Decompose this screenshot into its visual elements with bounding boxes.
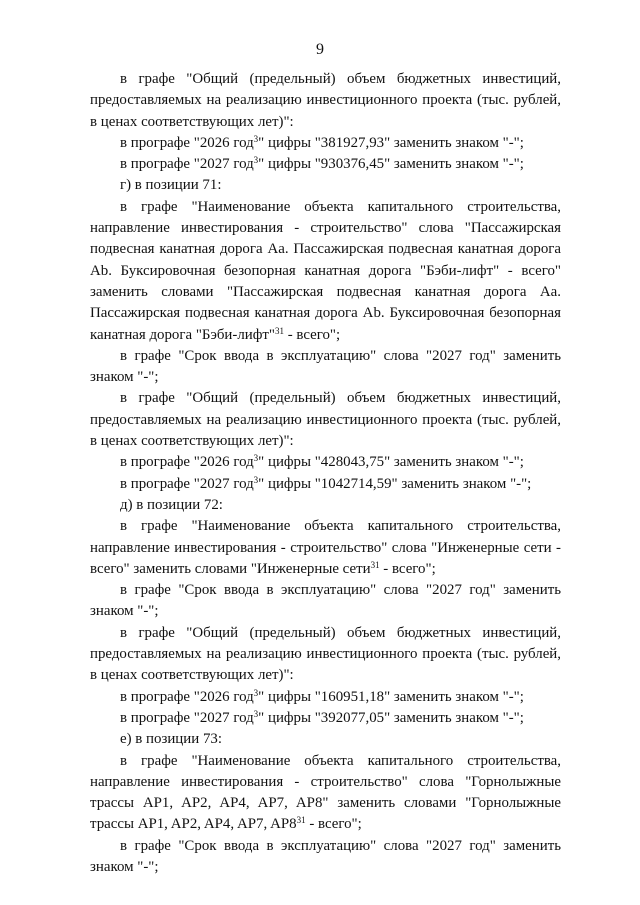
paragraph xyxy=(90,580,561,623)
footnote-marker: 3 xyxy=(253,474,259,485)
footnote-marker: 3 xyxy=(253,687,259,698)
paragraph-text: в графе "Наименование объекта капитального строительства, направление инвестирования - строительство" слова "Инженерные сети - всего" заменить словами "Инженерные сети xyxy=(90,518,561,577)
paragraph xyxy=(90,197,561,346)
paragraph xyxy=(90,751,561,836)
paragraph xyxy=(90,452,561,473)
paragraph-text: " цифры "428043,75" заменить знаком "-"; xyxy=(258,454,524,471)
paragraph xyxy=(90,836,561,879)
paragraph-text: в графе "Наименование объекта капитального строительства, направление инвестирования - строительство" слова "Горнолыжные трассы AP1, AP2, AP4, AP7, AP8" заменить словами "Горнолыжные трассы AP1, AP2, AP4, AP7, AP8 xyxy=(90,752,561,833)
page-number: 9 xyxy=(316,41,324,58)
paragraph-text: в прографе "2026 год xyxy=(120,134,254,151)
document-body xyxy=(90,69,561,878)
paragraph-text: г) в позиции 71: xyxy=(120,177,222,194)
paragraph xyxy=(90,708,561,729)
paragraph-text: в прографе "2026 год xyxy=(120,688,254,705)
footnote-marker: 3 xyxy=(253,133,259,144)
paragraph xyxy=(90,175,561,196)
footnote-marker: 31 xyxy=(370,559,380,570)
paragraph xyxy=(90,623,561,687)
paragraph xyxy=(90,516,561,580)
paragraph-text: в графе "Общий (предельный) объем бюджетных инвестиций, предоставляемых на реализацию инвестиционного проекта (тыс. рублей, в ценах соответствующих лет)": xyxy=(90,624,561,684)
paragraph-text: " цифры "930376,45" заменить знаком "-"; xyxy=(258,156,524,173)
paragraph xyxy=(90,154,561,175)
paragraph-text: в графе "Общий (предельный) объем бюджетных инвестиций, предоставляемых на реализацию инвестиционного проекта (тыс. рублей, в ценах соответствующих лет)": xyxy=(90,71,561,130)
paragraph-text: " цифры "1042714,59" заменить знаком "-"; xyxy=(258,475,532,492)
paragraph xyxy=(90,474,561,495)
paragraph-text: в графе "Срок ввода в эксплуатацию" слова "2027 год" заменить знаком "-"; xyxy=(90,347,561,386)
paragraph-text: в прографе "2027 год xyxy=(120,475,254,492)
footnote-marker: 31 xyxy=(296,815,306,826)
paragraph-text: " цифры "160951,18" заменить знаком "-"; xyxy=(258,688,524,705)
paragraph xyxy=(90,687,561,708)
footnote-marker: 3 xyxy=(253,453,259,464)
paragraph-text: в графе "Срок ввода в эксплуатацию" слова "2027 год" заменить знаком "-"; xyxy=(90,837,561,875)
paragraph-text: " цифры "392077,05" заменить знаком "-"; xyxy=(258,709,524,726)
paragraph-text: в графе "Наименование объекта капитального строительства, направление инвестирования - строительство" слова "Пассажирская подвесная канатная дорога Aa. Пассажирская подвесная канатная дорога Ab. Буксировочная безопорная канатная дорога "Бэби-лифт" - всего" заменить словами "Пассажирская подвесная канатная дорога Aa. Пассажирская подвесная канатная дорога Ab. Буксировочная безопорная канатная дорога "Бэби-лифт" xyxy=(90,198,561,343)
footnote-marker: 3 xyxy=(253,708,259,719)
paragraph xyxy=(90,729,561,750)
paragraph xyxy=(90,388,561,452)
paragraph-text: д) в позиции 72: xyxy=(120,496,223,513)
paragraph-text: в прографе "2026 год xyxy=(120,454,254,471)
paragraph-text: е) в позиции 73: xyxy=(120,731,222,748)
paragraph-text: " цифры "381927,93" заменить знаком "-"; xyxy=(258,134,524,151)
paragraph-text: в прографе "2027 год xyxy=(120,156,254,173)
paragraph-text: - всего"; xyxy=(283,326,341,343)
paragraph-text: в графе "Общий (предельный) объем бюджетных инвестиций, предоставляемых на реализацию инвестиционного проекта (тыс. рублей, в ценах соответствующих лет)": xyxy=(90,390,561,450)
paragraph-text: - всего"; xyxy=(305,816,362,833)
paragraph xyxy=(90,133,561,154)
paragraph xyxy=(90,495,561,516)
paragraph-text: в прографе "2027 год xyxy=(120,709,254,726)
paragraph-text: - всего"; xyxy=(379,560,436,577)
footnote-marker: 31 xyxy=(274,325,284,336)
paragraph xyxy=(90,346,561,389)
paragraph xyxy=(90,69,561,133)
footnote-marker: 3 xyxy=(253,155,259,166)
paragraph-text: в графе "Срок ввода в эксплуатацию" слова "2027 год" заменить знаком "-"; xyxy=(90,582,561,620)
